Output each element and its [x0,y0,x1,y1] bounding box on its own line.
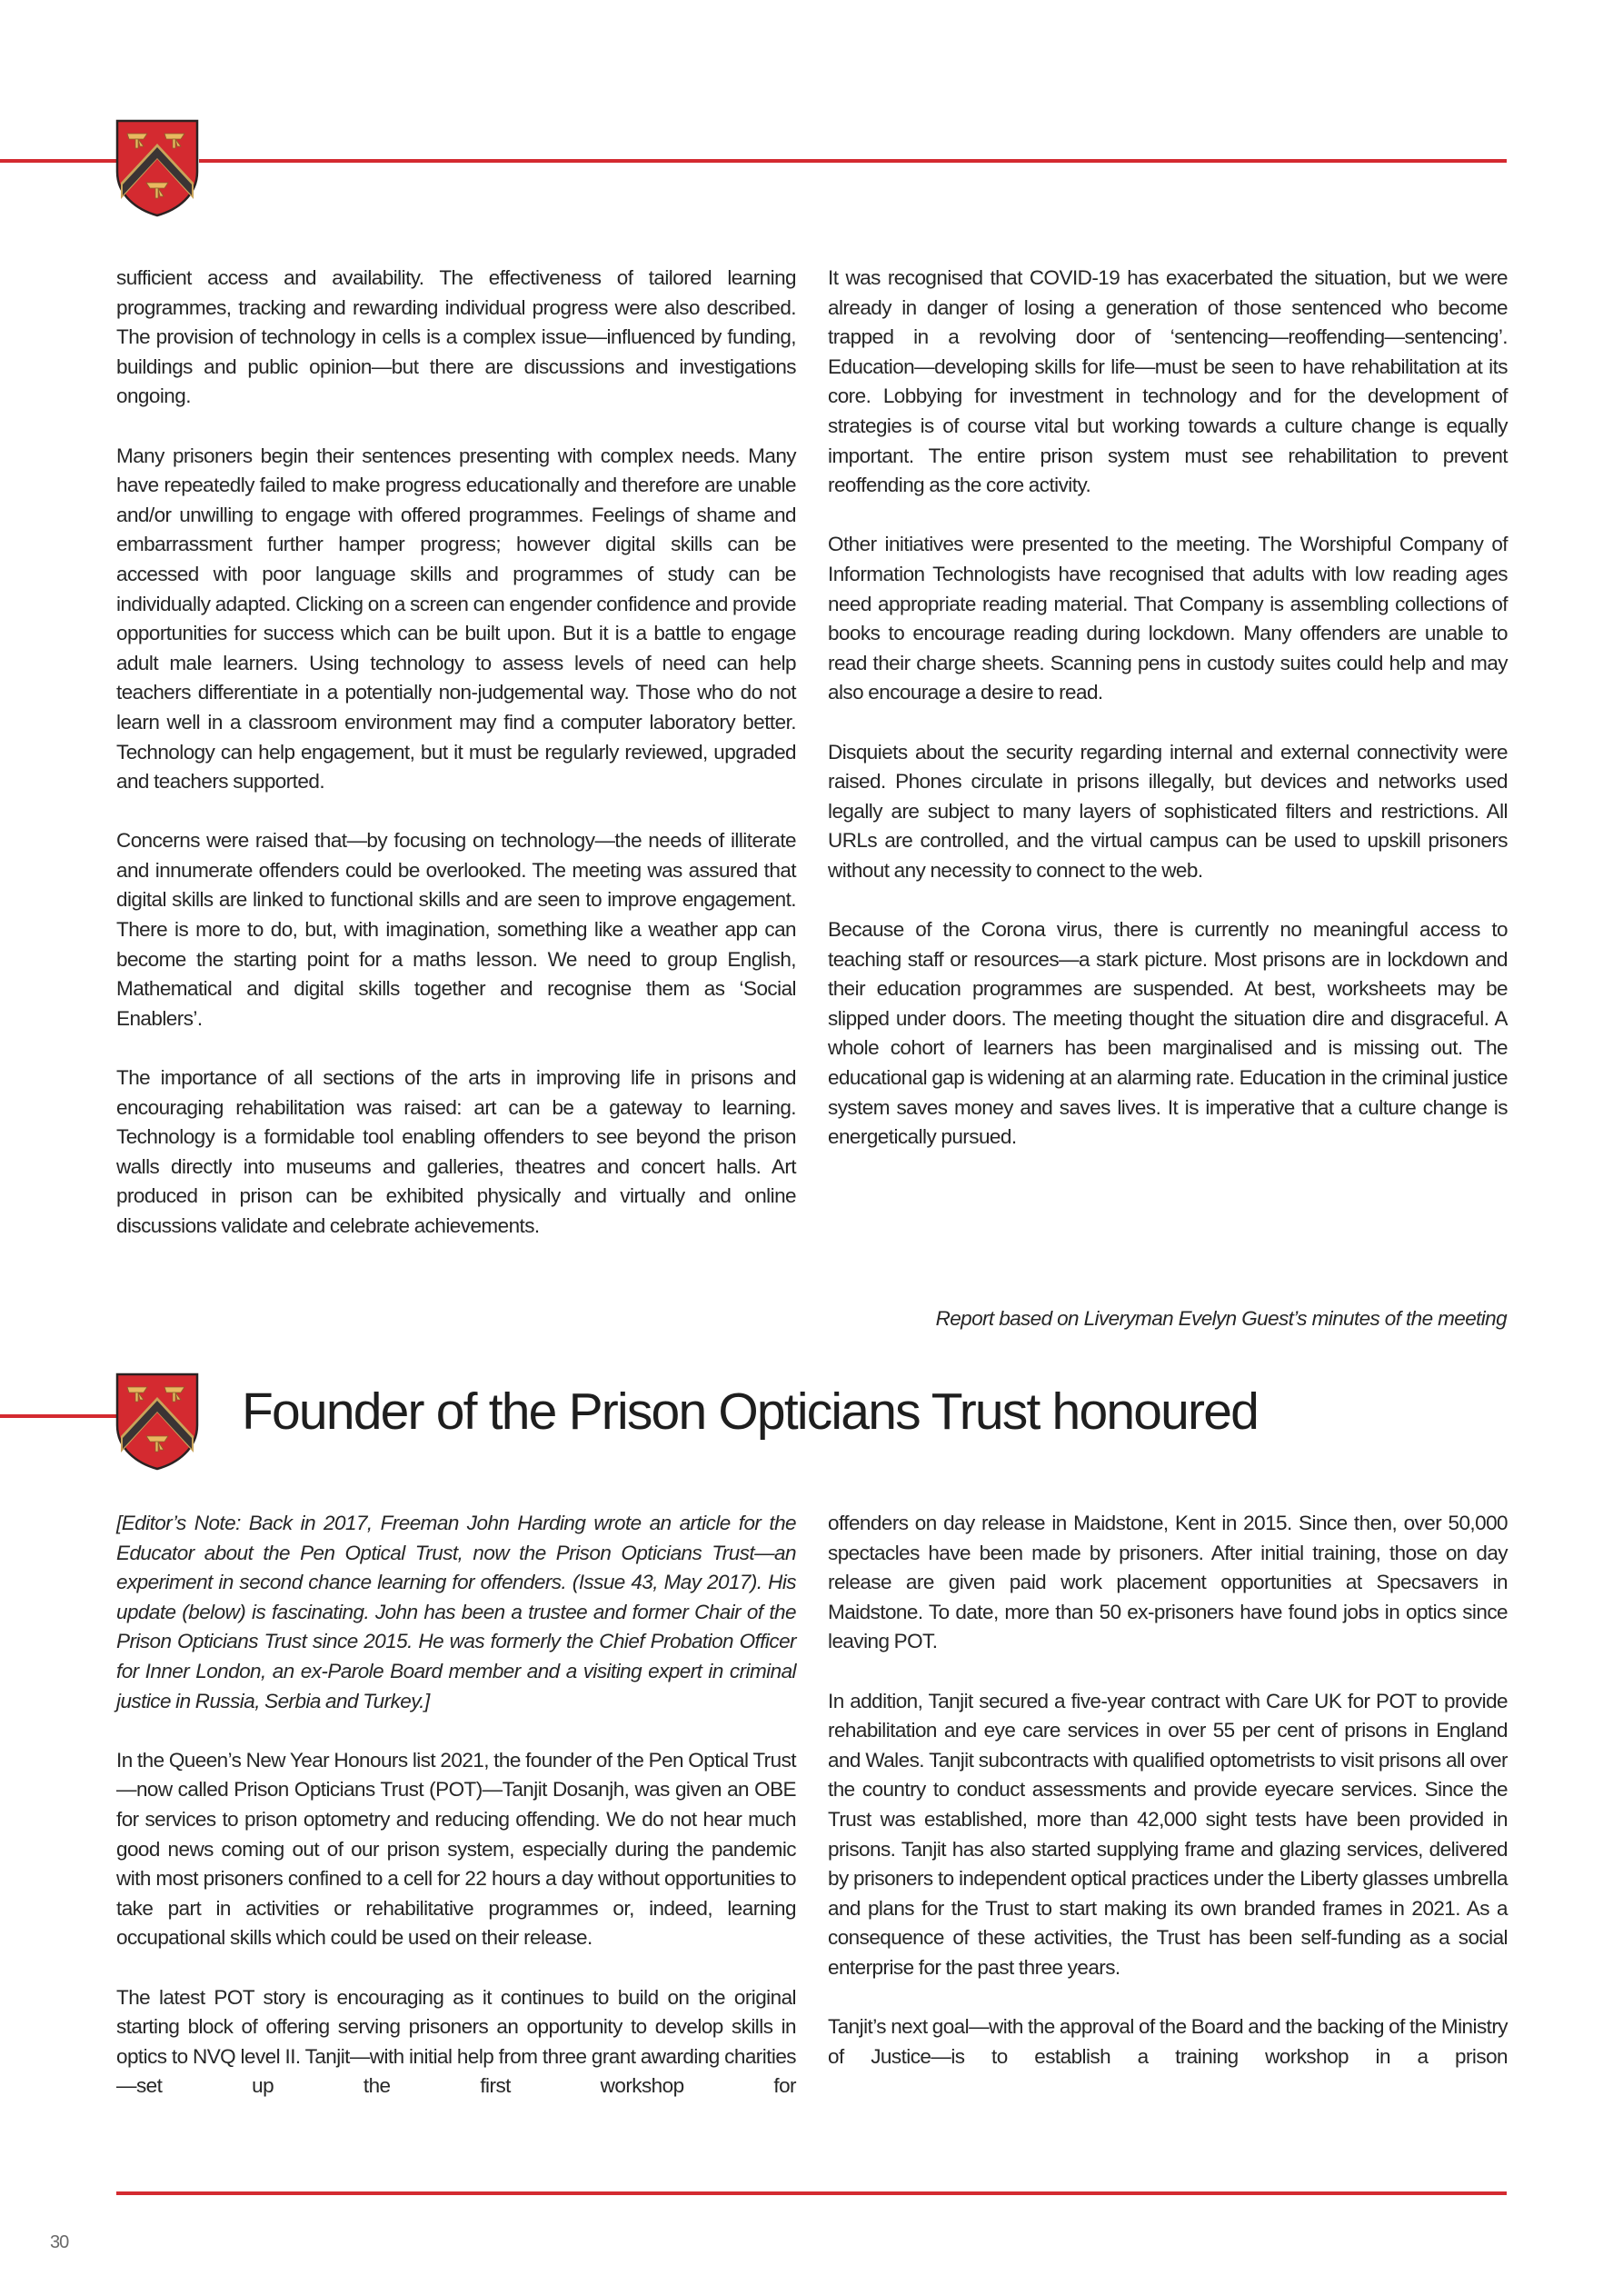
paragraph: Because of the Corona virus, there is currently no meaningful access to teaching staff or resources—a stark picture. Most prisons are in lockdown and their education programmes are suspended. At best, worksheets may be slipped under doors. The meeting thought the situation dire and disgraceful. A whole cohort of learners has been marginalised and is missing out. The educational gap is widening at an alarming rate. Education in the criminal justice system saves money and saves lives. It is imperative that a culture change is energetically pursued. [828,918,1508,1149]
paragraph: Disquiets about the security regarding internal and external connectivity were raised. Phones circulate in prisons illegally, but devices and networks used legally are subject to many layers of sophisticated filters and restrictions. All URLs are controlled, and the virtual campus can be used to upskill prisoners without any necessity to connect to the web. [828,740,1508,882]
paragraph: The importance of all sections of the arts in improving life in prisons and encouraging rehabilitation was raised: art can be a gateway to learning. Technology is a formidable tool enabling offenders to see beyond the prison walls directly into museums and galleries, theatres and concert halls. Art produced in prison can be exhibited physically and virtually and online discussions validate and celebrate achievements. [116,1066,796,1237]
footer-rule [116,2191,1507,2195]
coat-of-arms-shield-icon [115,119,199,217]
paragraph: Concerns were raised that—by focusing on technology—the needs of illiterate and innumerate offenders could be overlooked. The meeting was assured that digital skills are linked to functional skills and are seen to improve engagement. There is more to do, but, with imagination, something like a weather app can become the starting point for a maths lesson. We need to group English, Mathematical and digital skills together and recognise them as ‘Social Enablers’. [116,829,796,1030]
header-rule-left [0,159,116,163]
paragraph: sufficient access and availability. The effectiveness of tailored learning programmes, tracking and rewarding individual progress were also described. The provision of technology in cells is a complex issue—influenced by funding, buildings and public opinion—but there are discussions and investigations ongoing. [116,266,796,408]
paragraph: Other initiatives were presented to the meeting. The Worshipful Company of Information Technologists have recognised that adults with low reading ages need appropriate reading material. That Company is assembling collections of books to encourage reading during lockdown. Many offenders are unable to read their charge sheets. Scanning pens in custody suites could help and may also encourage a desire to read. [828,533,1508,704]
report-attribution: Report based on Liveryman Evelyn Guest’s minutes of the meeting [935,1307,1507,1330]
page-number: 30 [50,2232,69,2252]
header-rule-right [199,159,1507,163]
paragraph: The latest POT story is encouraging as it continues to build on the original starting block of offering serving prisoners an opportunity to develop skills in optics to NVQ level II. Tanjit—with initial help from three grant awarding charities—set up the first workshop for [116,1985,796,2098]
section-rule [0,1414,116,1418]
section2-right-column [828,1509,1508,2071]
paragraph: In the Queen’s New Year Honours list 2021, the founder of the Pen Optical Trust—now called Prison Opticians Trust (POT)—Tanjit Dosanjh, was given an OBE for services to prison optometry and reducing offending. We do not hear much good news coming out of our prison system, especially during the pandemic with most prisoners confined to a cell for 22 hours a day without opportunities to take part in activities or rehabilitative programmes or, indeed, learning occupational skills which could be used on their release. [116,1748,796,1950]
section1-left-column [116,264,796,1242]
section1-right-column [828,264,1508,1153]
paragraph: Many prisoners begin their sentences presenting with complex needs. Many have repeatedly failed to make progress educationally and therefore are unable and/or unwilling to engage with offered programmes. Feelings of shame and embarrassment further hamper progress; however digital skills can be accessed with poor language skills and programmes of study can be individually adapted. Clicking on a screen can engender confidence and provide opportunities for success which can be built upon. But it is a battle to engage adult male learners. Using technology to assess levels of need can help teachers differentiate in a potentially non-judgemental way. Those who do not learn well in a classroom environment may find a computer laboratory better. Technology can help engagement, but it must be regularly reviewed, upgraded and teachers supported. [116,444,796,794]
coat-of-arms-shield-icon [115,1373,199,1471]
section2-left-column [116,1509,796,2101]
paragraph: offenders on day release in Maidstone, Kent in 2015. Since then, over 50,000 spectacles have been made by prisoners. After initial training, those on day release are given paid work placement opportunities at Specsavers in Maidstone. To date, more than 50 ex-prisoners have found jobs in optics since leaving POT. [828,1512,1508,1653]
paragraph: In addition, Tanjit secured a five-year contract with Care UK for POT to provide rehabilitation and eye care services in over 55 per cent of prisons in England and Wales. Tanjit subcontracts with qualified optometrists to visit prisons all over the country to conduct assessments and provide eyecare services. Since the Trust was established, more than 42,000 sight tests have been provided in prisons. Tanjit has also started supplying frame and glazing services, delivered by prisoners to independent optical practices under the Liberty glasses umbrella and plans for the Trust to start making its own branded frames in 2021. As a consequence of these activities, the Trust has been self-funding as a social enterprise for the past three years. [828,1689,1508,1979]
editor-note: [Editor’s Note: Back in 2017, Freeman John Harding wrote an article for the Educator about the Pen Optical Trust, now the Prison Opticians Trust—an experiment in second chance learning for offenders. (Issue 43, May 2017). His update (below) is fascinating. John has been a trustee and former Chair of the Prison Opticians Trust since 2015. He was formerly the Chief Probation Officer for Inner London, an ex-Parole Board member and a visiting expert in criminal justice in Russia, Serbia and Turkey.] [116,1512,796,1712]
paragraph: It was recognised that COVID-19 has exacerbated the situation, but we were already in danger of losing a generation of those sentenced who become trapped in a revolving door of ‘sentencing—reoffending—sentencing’. Education—developing skills for life—must be seen to have rehabilitation at its core. Lobbying for investment in technology and for the development of strategies is of course vital but working towards a culture change is equally important. The entire prison system must see rehabilitation to prevent reoffending as the core activity. [828,266,1508,497]
article-headline: Founder of the Prison Opticians Trust honoured [242,1383,1259,1441]
paragraph: Tanjit’s next goal—with the approval of the Board and the backing of the Ministry of Justice—is to establish a training workshop in a prison [828,2015,1508,2068]
